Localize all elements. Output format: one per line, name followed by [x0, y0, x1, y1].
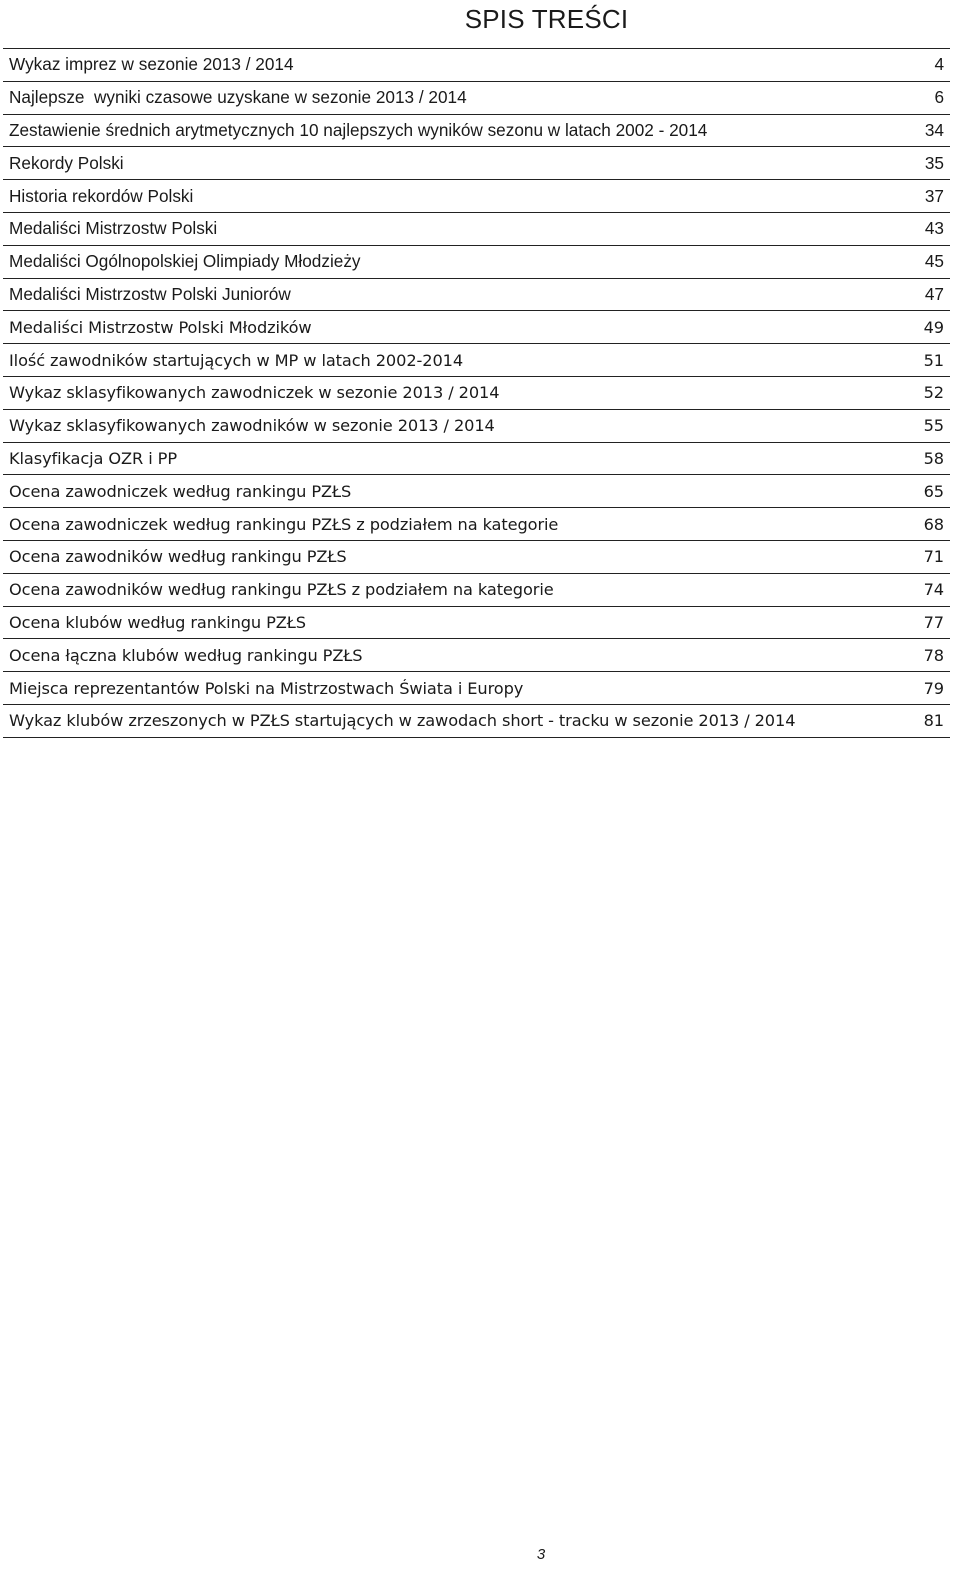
toc-entry-title: Medaliści Mistrzostw Polski Juniorów	[9, 283, 291, 304]
toc-entry-page: 81	[923, 711, 944, 731]
toc-entry-page: 45	[924, 251, 944, 272]
toc-row[interactable]	[3, 639, 950, 672]
toc-row[interactable]	[3, 344, 950, 377]
toc-entry-page: 78	[923, 645, 944, 665]
toc-row[interactable]	[3, 475, 950, 508]
toc-entry-title: Najlepsze wyniki czasowe uzyskane w sezonie 2013 / 2014	[9, 87, 467, 108]
toc-entry-page: 34	[924, 119, 944, 140]
toc-entry-page: 43	[924, 218, 944, 239]
toc-row[interactable]	[3, 82, 950, 115]
toc-entry-title: Ilość zawodników startujących w MP w latach 2002-2014	[9, 350, 464, 370]
toc-entry-page: 71	[923, 547, 944, 567]
toc-row[interactable]	[3, 410, 950, 443]
toc-row[interactable]	[3, 246, 950, 279]
toc-entry-page: 6	[934, 87, 944, 108]
toc-entry-title: Ocena zawodniczek według rankingu PZŁS z podziałem na kategorie	[9, 514, 559, 534]
toc-row[interactable]	[3, 672, 950, 705]
toc-entry-page: 79	[923, 678, 944, 698]
toc-entry-title: Wykaz sklasyfikowanych zawodników w sezonie 2013 / 2014	[9, 416, 495, 436]
toc-entry-title: Historia rekordów Polski	[9, 185, 194, 206]
toc-row[interactable]	[3, 705, 950, 738]
toc-row[interactable]	[3, 49, 950, 82]
toc-entry-page: 74	[923, 580, 944, 600]
page-title: SPIS TREŚCI	[464, 4, 629, 34]
toc-row[interactable]	[3, 508, 950, 541]
toc-entry-title: Rekordy Polski	[9, 152, 124, 173]
toc-row[interactable]	[3, 607, 950, 640]
toc-entry-title: Miejsca reprezentantów Polski na Mistrzostwach Świata i Europy	[9, 678, 524, 698]
toc-entry-page: 37	[924, 185, 944, 206]
toc-row[interactable]	[3, 541, 950, 574]
toc-row[interactable]	[3, 147, 950, 180]
toc-row[interactable]	[3, 311, 950, 344]
toc-entry-page: 77	[923, 612, 944, 632]
toc-entry-title: Medaliści Mistrzostw Polski	[9, 218, 218, 239]
toc-row[interactable]	[3, 213, 950, 246]
toc-entry-title: Ocena zawodniczek według rankingu PZŁS	[9, 481, 352, 501]
toc-entry-page: 65	[923, 481, 944, 501]
toc-row[interactable]	[3, 180, 950, 213]
toc-entry-page: 49	[923, 317, 944, 337]
toc-entry-title: Wykaz imprez w sezonie 2013 / 2014	[9, 54, 294, 75]
toc-entry-title: Wykaz klubów zrzeszonych w PZŁS startujących w zawodach short - tracku w sezonie 2013 / 2014	[9, 711, 796, 731]
toc-row[interactable]	[3, 443, 950, 476]
page-number: 3	[536, 1546, 546, 1563]
toc-row[interactable]	[3, 279, 950, 312]
toc-entry-title: Ocena zawodników według rankingu PZŁS	[9, 547, 347, 567]
toc-entry-title: Ocena klubów według rankingu PZŁS	[9, 612, 306, 632]
table-of-contents	[3, 48, 950, 738]
toc-entry-page: 58	[923, 448, 944, 468]
toc-entry-page: 55	[923, 416, 944, 436]
toc-row[interactable]	[3, 115, 950, 148]
toc-entry-title: Medaliści Mistrzostw Polski Młodzików	[9, 317, 312, 337]
toc-entry-title: Zestawienie średnich arytmetycznych 10 najlepszych wyników sezonu w latach 2002 - 2014	[9, 119, 708, 140]
toc-row[interactable]	[3, 377, 950, 410]
toc-entry-page: 47	[924, 283, 944, 304]
toc-entry-page: 4	[934, 54, 944, 75]
toc-entry-title: Medaliści Ogólnopolskiej Olimpiady Młodzieży	[9, 251, 361, 272]
toc-row[interactable]	[3, 574, 950, 607]
toc-entry-title: Ocena zawodników według rankingu PZŁS z podziałem na kategorie	[9, 580, 554, 600]
toc-entry-page: 35	[924, 152, 944, 173]
toc-entry-page: 68	[923, 514, 944, 534]
toc-entry-page: 52	[923, 383, 944, 403]
toc-entry-title: Ocena łączna klubów według rankingu PZŁS	[9, 645, 363, 665]
toc-entry-title: Klasyfikacja OZR i PP	[9, 448, 178, 468]
toc-entry-page: 51	[923, 350, 944, 370]
toc-entry-title: Wykaz sklasyfikowanych zawodniczek w sezonie 2013 / 2014	[9, 383, 500, 403]
